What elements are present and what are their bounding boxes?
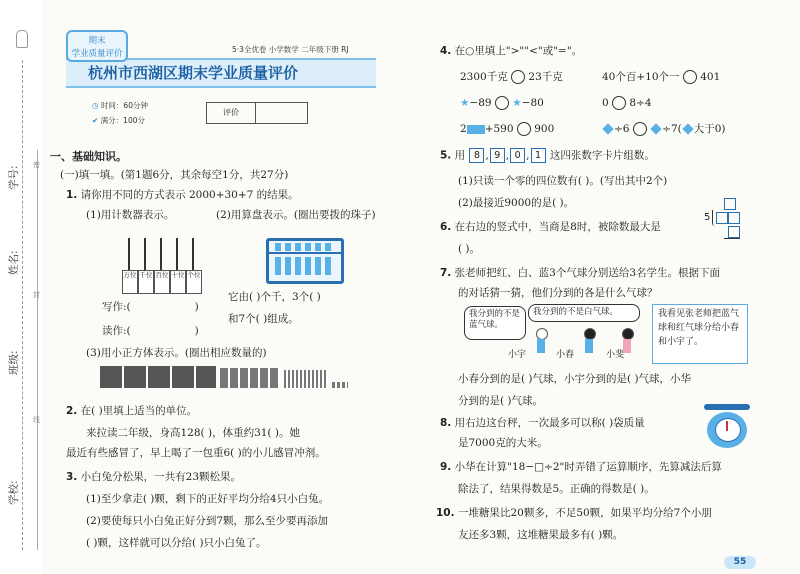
question-2-line-2: 最近有些感冒了，早上喝了一包重6( )的小儿感冒冲剂。 xyxy=(66,447,326,459)
question-5-part-1: (1)只读一个零的四位数有( )。(写出其中2个) xyxy=(458,175,668,187)
fold-word-2: 封 xyxy=(33,291,40,299)
question-9-line-2: 除法了，结果得数是5。正确的得数是( )。 xyxy=(458,483,655,495)
place-tens: 十位 xyxy=(170,270,186,294)
student-id-label: 学号: xyxy=(8,165,20,190)
page-title: 杭州市西湖区期末学业质量评价 xyxy=(88,64,299,82)
composed-line-2: 和7个( )组成。 xyxy=(228,313,299,325)
question-8-line-1: 8. 用右边这台秤，一次最多可以称( )袋质量 xyxy=(440,417,645,429)
class-label: 班级: xyxy=(8,350,20,375)
part-1-heading: (一)填一填。(第1题6分，其余每空1分，共27分) xyxy=(60,169,289,181)
label-fei: 小斐 xyxy=(606,350,625,360)
school-label: 学校: xyxy=(8,480,20,505)
abacus[interactable] xyxy=(266,238,344,284)
child-figure-icon xyxy=(534,328,548,358)
section-1-heading: 一、基础知识。 xyxy=(50,150,127,163)
badge-line-2: 学业质量评价 xyxy=(71,49,123,59)
composed-line-1: 它由( )个千，3个( ) xyxy=(228,291,321,303)
exam-badge xyxy=(66,30,128,62)
question-2-line-1: 来拉读二年级，身高128( )，体重约31( )。她 xyxy=(86,427,300,439)
q4-row-3-right: ÷6 ÷7( 大于0) xyxy=(602,122,726,136)
question-6-answer: ( )。 xyxy=(458,243,481,255)
series-label: 5·3全优卷 小学数学 二年级下册 RJ xyxy=(232,45,349,54)
question-2: 2. 在( )里填上适当的单位。 xyxy=(66,405,198,417)
evaluation-field[interactable] xyxy=(256,103,307,123)
question-10-line-2: 友还多3颗，这堆糖果最多有( )颗。 xyxy=(458,529,624,541)
question-4: 4. 在○里填上">""<"或"="。 xyxy=(440,45,583,57)
question-10-line-1: 10. 一堆糖果比20颗多，不足50颗，如果平均分给7个小朋 xyxy=(436,507,712,519)
question-3: 3. 小白兔分松果，一共有23颗松果。 xyxy=(66,471,242,483)
q4-row-1-right: 40个百+10个一 401 xyxy=(602,71,721,83)
question-1b: (2)用算盘表示。(圈出要拨的珠子) xyxy=(216,209,376,221)
square-shape-icon xyxy=(467,125,476,134)
fold-word-3: 线 xyxy=(33,416,40,424)
question-3-line-3: ( )颗，这样就可以分给( )只小白兔了。 xyxy=(86,537,267,549)
question-7-line-2: 的对话猜一猜，他们分到的各是什么气球？ xyxy=(458,287,658,299)
question-7-answer-1: 小春分到的是( )气球，小宇分到的是( )气球，小华 xyxy=(458,373,692,385)
cube-illustration xyxy=(100,366,348,390)
q4-row-1-left: 2300千克 23千克 xyxy=(460,71,563,83)
question-1: 1. 请你用不同的方式表示 2000+30+7 的结果。 xyxy=(66,189,299,201)
evaluation-label: 评价 xyxy=(207,103,256,123)
write-as: 写作:( ) xyxy=(102,301,199,313)
diamond-shape-icon xyxy=(602,123,613,134)
question-6: 6. 在右边的竖式中，当商是8时，被除数最大是 xyxy=(440,221,661,233)
place-ten-thousands: 万位 xyxy=(122,270,138,294)
question-8-line-2: 是7000克的大米。 xyxy=(458,437,548,449)
star-shape-icon: ★ xyxy=(460,97,470,109)
score-info: ✔ 满分：100分 xyxy=(92,116,145,125)
clock-icon: ◷ xyxy=(92,101,101,110)
question-5-part-2: (2)最接近9000的是( )。 xyxy=(458,197,575,209)
place-ones: 个位 xyxy=(186,270,202,294)
digit-card: 0 xyxy=(510,148,525,163)
digit-card: 1 xyxy=(531,148,546,163)
long-division: 5 xyxy=(704,198,748,250)
digit-card: 9 xyxy=(490,148,505,163)
speech-bubble-chun: 我分到的不是白气球。 xyxy=(528,304,640,322)
margin-icon xyxy=(16,30,28,48)
label-yu: 小宇 xyxy=(508,350,527,360)
digit-card: 8 xyxy=(469,148,484,163)
time-info: ◷ 时间：60分钟 xyxy=(92,101,148,110)
question-5: 5. 用 8 , 9 , 0 , 1 这四张数字卡片组数。 xyxy=(440,149,655,162)
place-thousands: 千位 xyxy=(138,270,154,294)
q4-row-2-right: 0 8÷4 xyxy=(602,97,652,109)
read-as: 读作:( ) xyxy=(102,325,199,337)
page-number: 55 xyxy=(724,556,756,569)
question-7-line-1: 7. 张老师把红、白、蓝3个气球分别送给3名学生。根据下面 xyxy=(440,267,721,279)
question-3-line-2: (2)要使每只小白兔正好分到7颗，那么至少要再添加 xyxy=(86,515,329,527)
speech-box-fei: 我看见张老师把蓝气球和红气球分给小春和小宇了。 xyxy=(652,304,748,364)
fold-line xyxy=(22,60,23,550)
scale-icon xyxy=(702,404,752,450)
seam-line xyxy=(37,150,38,550)
badge-line-1: 期末 xyxy=(88,36,106,46)
question-9-line-1: 9. 小华在计算"18−□÷2"时弄错了运算顺序，先算减法后算 xyxy=(440,461,722,473)
evaluation-box xyxy=(206,102,308,124)
question-3-line-1: (1)至少拿走( )颗，剩下的正好平均分给4只小白兔。 xyxy=(86,493,330,505)
name-label: 姓名: xyxy=(8,250,20,275)
question-7-answer-2: 分到的是( )气球。 xyxy=(458,395,544,407)
counting-frame xyxy=(122,232,200,294)
label-chun: 小春 xyxy=(556,350,575,360)
question-1a: (1)用计数器表示。 xyxy=(86,209,175,221)
fold-word-1: 密 xyxy=(33,161,40,169)
question-1c: (3)用小正方体表示。(圈出相应数量的) xyxy=(86,347,267,359)
q4-row-2-left: ★−89 ★−80 xyxy=(460,97,544,109)
speech-bubble-yu: 我分到的不是蓝气球。 xyxy=(464,306,526,340)
check-icon: ✔ xyxy=(92,116,101,125)
place-hundreds: 百位 xyxy=(154,270,170,294)
child-figure-icon xyxy=(582,328,596,358)
q4-row-3-left: 2 +590 900 xyxy=(460,123,555,135)
